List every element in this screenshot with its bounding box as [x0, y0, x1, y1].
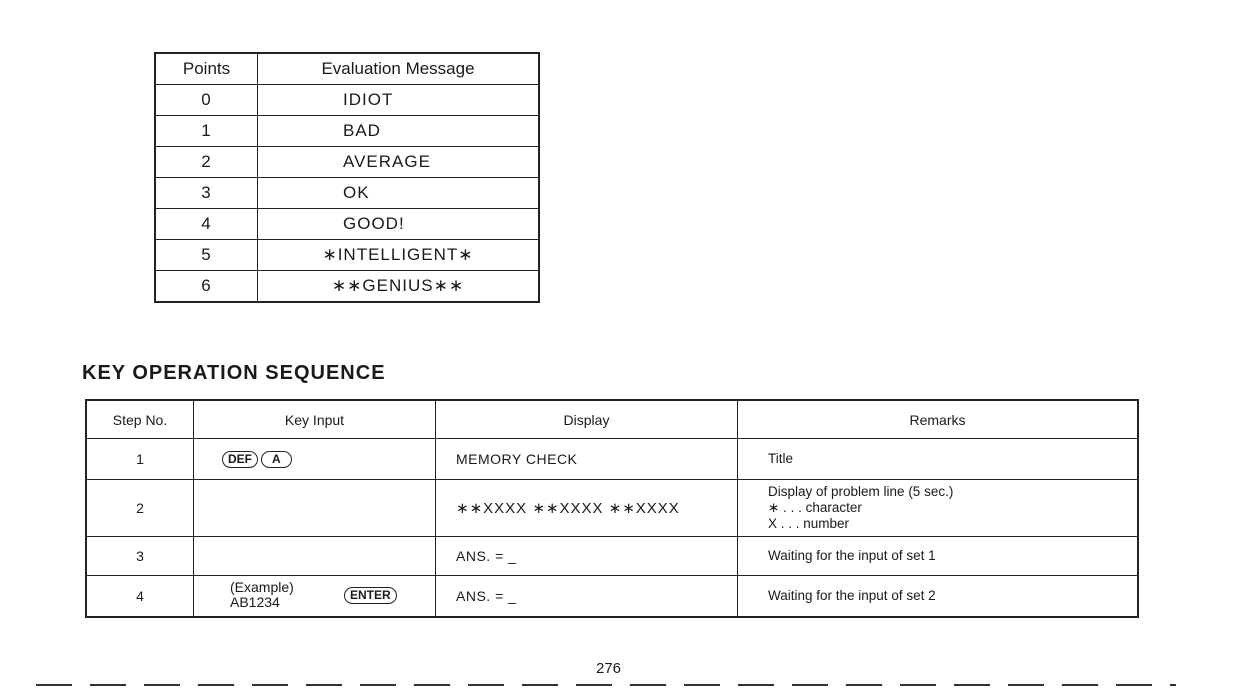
- evaluation-message: ∗∗GENIUS∗∗: [258, 271, 540, 303]
- sequence-row: [86, 576, 1138, 618]
- sequence-row: [86, 537, 1138, 576]
- evaluation-message: OK: [258, 178, 540, 209]
- evaluation-message: BAD: [258, 116, 540, 147]
- section-heading: KEY OPERATION SEQUENCE: [82, 362, 386, 384]
- points-row: [155, 147, 539, 178]
- header-points: Points: [155, 53, 258, 85]
- enter-key: ENTER: [344, 587, 397, 604]
- key-input-cell: [194, 576, 436, 618]
- evaluation-message: IDIOT: [258, 85, 540, 116]
- display-text: ∗∗XXXX ∗∗XXXX ∗∗XXXX: [436, 480, 738, 537]
- remark-line: ∗ . . . character: [768, 500, 862, 515]
- sequence-row: [86, 480, 1138, 537]
- key-operation-sequence-table: [85, 399, 1139, 618]
- remarks-cell: [738, 480, 1139, 537]
- header-remarks: Remarks: [738, 400, 1139, 439]
- step-number: 1: [86, 439, 194, 480]
- step-number: 3: [86, 537, 194, 576]
- step-number: 4: [86, 576, 194, 618]
- points-row: [155, 116, 539, 147]
- points-value: 5: [155, 240, 258, 271]
- remarks-cell: [738, 439, 1139, 480]
- def-key: DEF: [222, 451, 258, 468]
- header-evaluation-message: Evaluation Message: [258, 53, 540, 85]
- remarks-cell: [738, 537, 1139, 576]
- display-text: MEMORY CHECK: [436, 439, 738, 480]
- points-row: [155, 240, 539, 271]
- remark-line: Waiting for the input of set 2: [768, 588, 936, 603]
- sequence-table-header-row: [86, 400, 1138, 439]
- header-key-input: Key Input: [194, 400, 436, 439]
- remark-line: Waiting for the input of set 1: [768, 548, 936, 563]
- evaluation-message: ∗INTELLIGENT∗: [258, 240, 540, 271]
- header-display: Display: [436, 400, 738, 439]
- points-row: [155, 85, 539, 116]
- bottom-dashed-rule: [36, 684, 1176, 686]
- points-row: [155, 271, 539, 303]
- remark-line: Title: [768, 451, 794, 466]
- page-number: 276: [596, 660, 622, 677]
- example-value: AB1234: [230, 594, 280, 610]
- remarks-cell: [738, 576, 1139, 618]
- header-step-no: Step No.: [86, 400, 194, 439]
- key-input-cell: [194, 537, 436, 576]
- remark-line: X . . . number: [768, 516, 850, 531]
- step-number: 2: [86, 480, 194, 537]
- example-label: (Example): [230, 579, 294, 595]
- key-input-cell: [194, 439, 436, 480]
- points-row: [155, 178, 539, 209]
- points-table-header-row: [155, 53, 539, 85]
- points-value: 3: [155, 178, 258, 209]
- example-input: [230, 580, 294, 610]
- evaluation-message: AVERAGE: [258, 147, 540, 178]
- display-text: ANS. = _: [436, 537, 738, 576]
- sequence-row: [86, 439, 1138, 480]
- points-value: 6: [155, 271, 258, 303]
- points-value: 4: [155, 209, 258, 240]
- points-value: 2: [155, 147, 258, 178]
- points-evaluation-table: [154, 52, 540, 303]
- display-text: ANS. = _: [436, 576, 738, 618]
- points-value: 0: [155, 85, 258, 116]
- remark-line: Display of problem line (5 sec.): [768, 484, 954, 499]
- a-key: A: [261, 451, 292, 468]
- evaluation-message: GOOD!: [258, 209, 540, 240]
- points-value: 1: [155, 116, 258, 147]
- key-input-cell: [194, 480, 436, 537]
- points-row: [155, 209, 539, 240]
